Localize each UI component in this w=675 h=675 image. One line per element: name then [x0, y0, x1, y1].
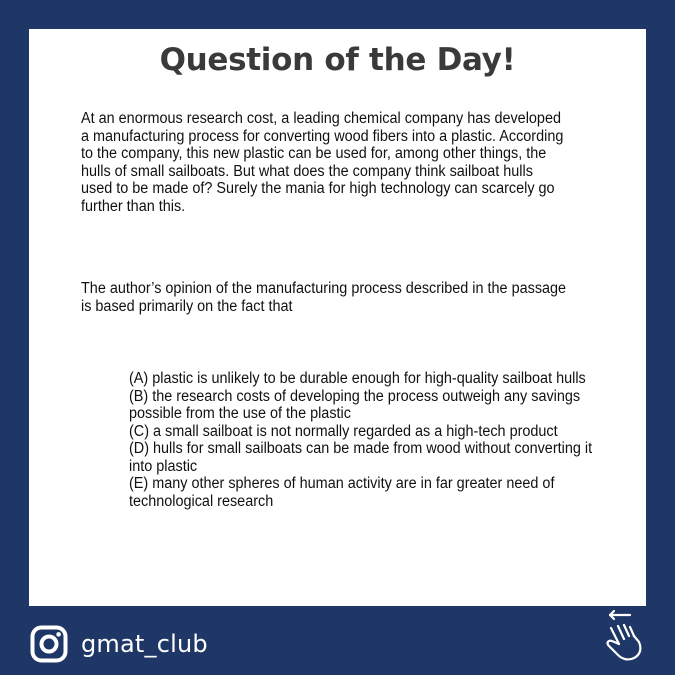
instagram-icon — [30, 625, 68, 663]
answer-option-d[interactable]: (D) hulls for small sailboats can be made from wood without converting it into plastic — [129, 440, 593, 475]
answer-options — [129, 370, 592, 510]
answer-option-a[interactable]: (A) plastic is unlikely to be durable enough for high-quality sailboat hulls — [129, 370, 586, 387]
question-stem: The author’s opinion of the manufacturing process described in the passage is based primarily on the fact that — [81, 280, 567, 315]
social-handle-text: gmat_club — [81, 630, 208, 658]
answer-option-b[interactable]: (B) the research costs of developing the process outweigh any savings possible from the use of the plastic — [129, 387, 581, 422]
page-title: Question of the Day! — [159, 42, 516, 78]
social-handle[interactable] — [30, 624, 208, 664]
swipe-hand-icon[interactable] — [598, 606, 648, 666]
answer-option-c[interactable]: (C) a small sailboat is not normally regarded as a high-tech product — [129, 422, 558, 440]
question-passage: At an enormous research cost, a leading chemical company has developed a manufacturing process for converting wood fibers into a plastic. According to the company, this new plastic can be used for, among other things, the hulls of small sailboats. But what does the company think sailboat hulls used to be made of? Surely the mania for high technology can scarcely go further than this. — [81, 110, 564, 215]
answer-option-e[interactable]: (E) many other spheres of human activity are in far greater need of technological research — [129, 475, 555, 510]
